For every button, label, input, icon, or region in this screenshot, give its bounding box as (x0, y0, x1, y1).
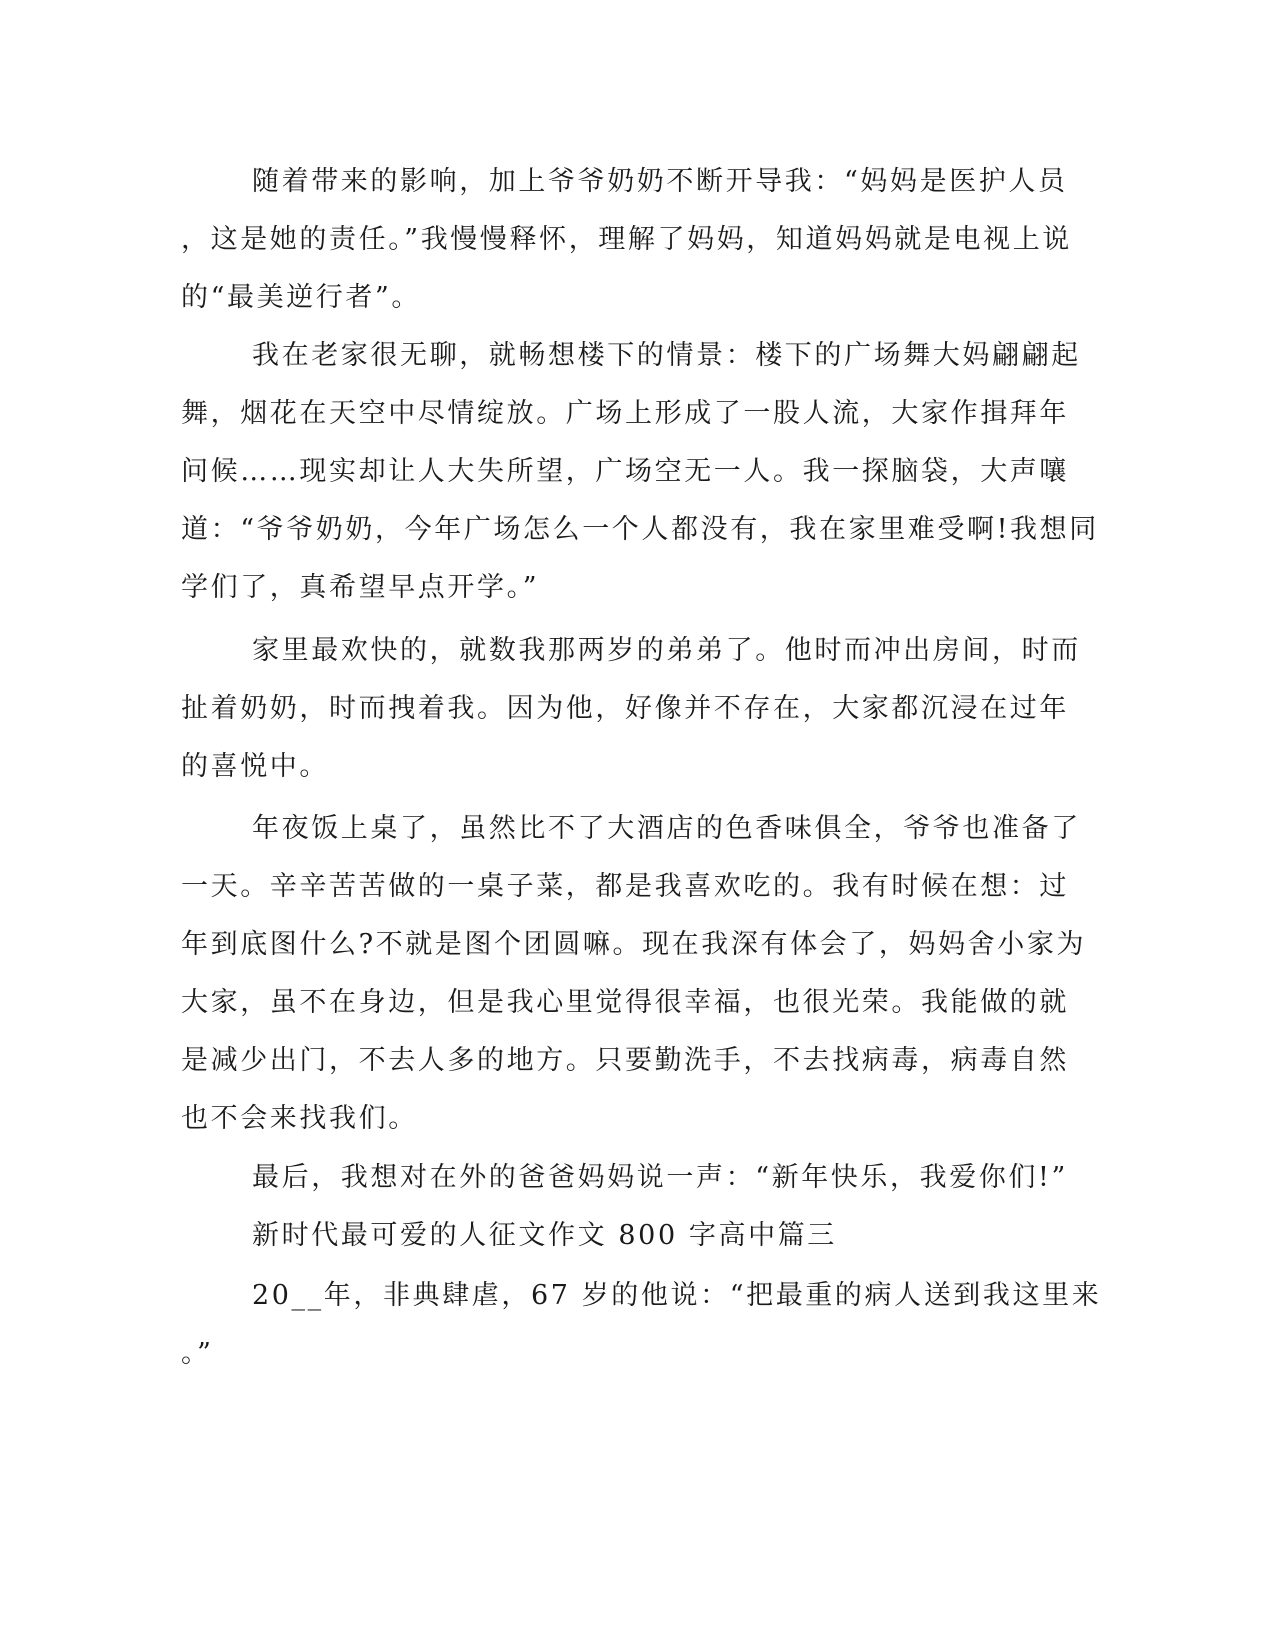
text-line: 随着带来的影响，加上爷爷奶奶不断开导我：“妈妈是医护人员 (252, 166, 1068, 197)
text-line: ，这是她的责任。”我慢慢释怀，理解了妈妈，知道妈妈就是电视上说 (181, 224, 1072, 255)
text-line: 年到底图什么?不就是图个团圆嘛。现在我深有体会了，妈妈舍小家为 (181, 929, 1087, 960)
text-line: 问候……现实却让人大失所望，广场空无一人。我一探脑袋，大声嚷 (181, 456, 1069, 487)
text-line: 的“最美逆行者”。 (181, 282, 422, 313)
text-line: 大家，虽不在身边，但是我心里觉得很幸福，也很光荣。我能做的就 (181, 987, 1069, 1018)
text-line: 是减少出门，不去人多的地方。只要勤洗手，不去找病毒，病毒自然 (181, 1045, 1069, 1076)
text-line: 。” (181, 1338, 214, 1369)
text-line: 的喜悦中。 (181, 751, 329, 782)
text-line: 学们了，真希望早点开学。” (181, 572, 540, 603)
text-line: 最后，我想对在外的爸爸妈妈说一声：“新年快乐，我爱你们!” (252, 1162, 1068, 1193)
text-line: 扯着奶奶，时而拽着我。因为他，好像并不存在，大家都沉浸在过年 (181, 693, 1069, 724)
text-line: 年夜饭上桌了，虽然比不了大酒店的色香味俱全，爷爷也准备了 (252, 813, 1081, 844)
text-line: 家里最欢快的，就数我那两岁的弟弟了。他时而冲出房间，时而 (252, 635, 1081, 666)
section-heading: 新时代最可爱的人征文作文 800 字高中篇三 (252, 1220, 837, 1251)
text-line: 舞，烟花在天空中尽情绽放。广场上形成了一股人流，大家作揖拜年 (181, 398, 1069, 429)
text-line: 也不会来找我们。 (181, 1103, 418, 1134)
text-line: 我在老家很无聊，就畅想楼下的情景：楼下的广场舞大妈翩翩起 (252, 340, 1081, 371)
text-line: 一天。辛辛苦苦做的一桌子菜，都是我喜欢吃的。我有时候在想：过 (181, 871, 1069, 902)
text-line: 20__年，非典肆虐，67 岁的他说：“把最重的病人送到我这里来 (252, 1280, 1102, 1311)
text-line: 道：“爷爷奶奶，今年广场怎么一个人都没有，我在家里难受啊!我想同 (181, 514, 1099, 545)
